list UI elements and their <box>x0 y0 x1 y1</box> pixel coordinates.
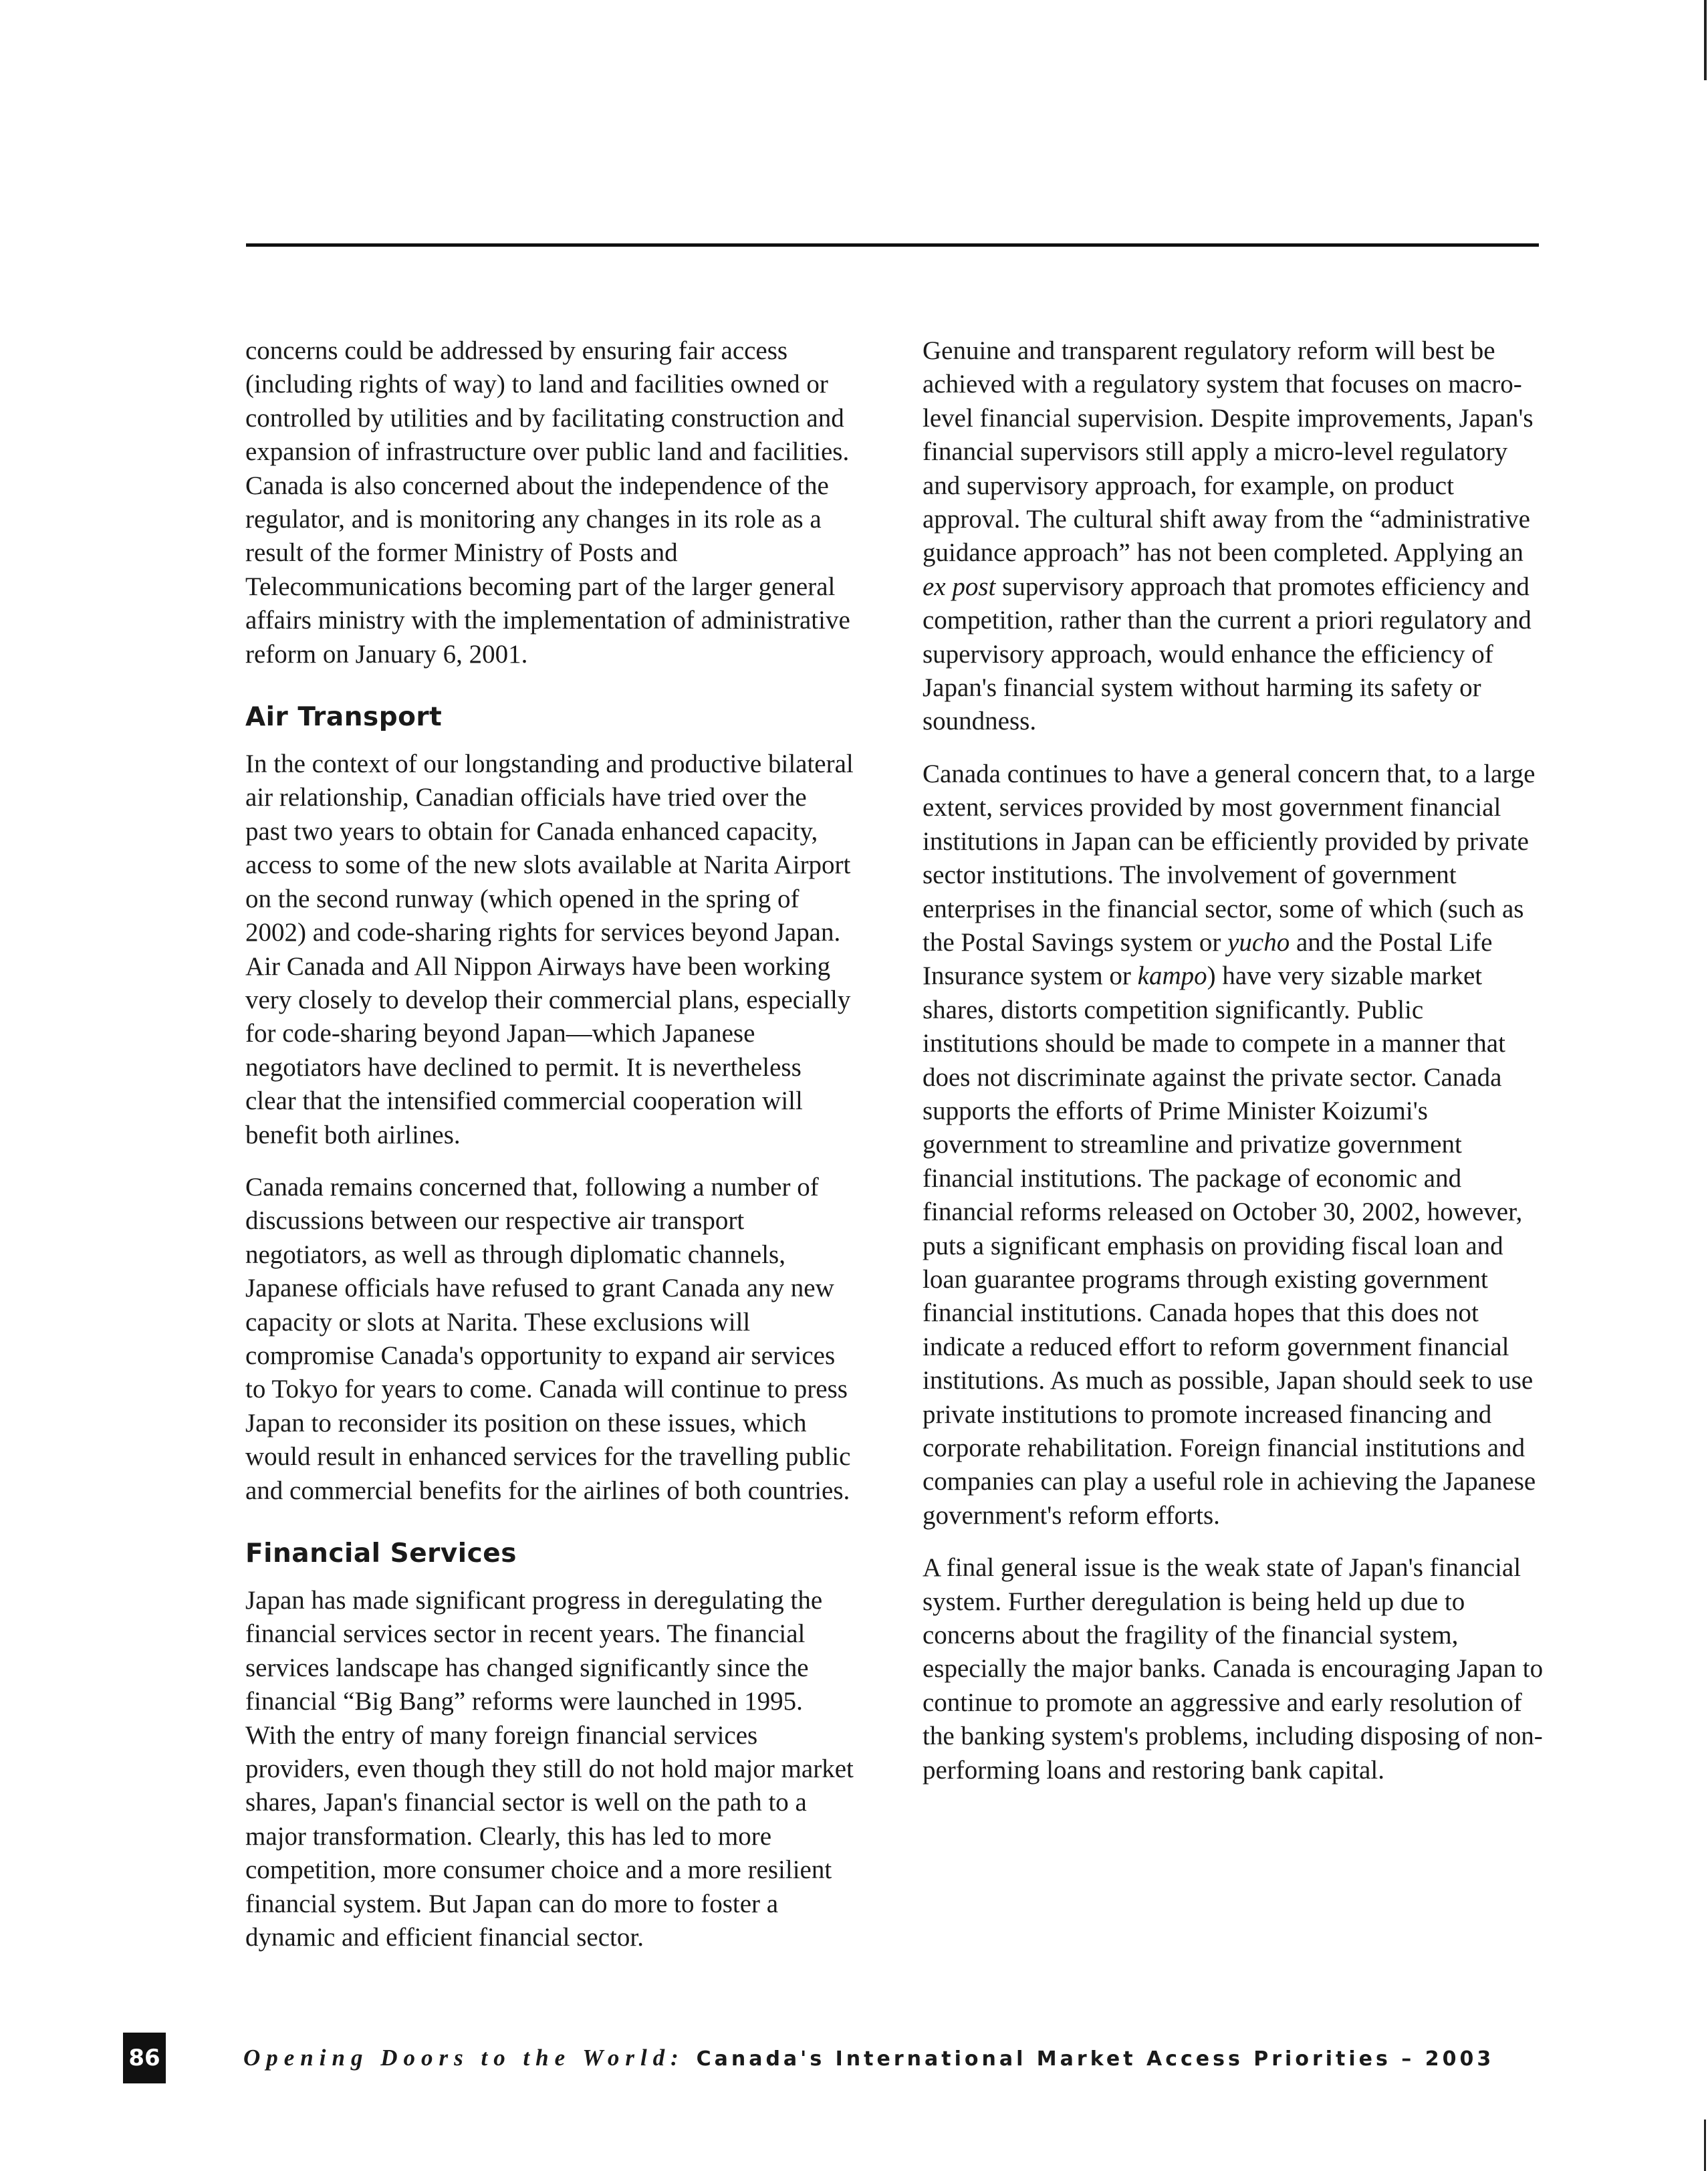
air-transport-paragraph-2: Canada remains concerned that, following a number of discussions between our respective air transport negotiators, as well as through diplomatic channels, Japanese officials have refused to grant Canada any new capacity or slots at Narita. These exclusions will compromise Canada's opportunity to expand air services to Tokyo for years to come. Canada will continue to press Japan to reconsider its position on these issues, which would result in enhanced services for the travelling public and commercial benefits for the airlines of both countries. <box>245 1172 851 1505</box>
page-number: 86 <box>123 2033 166 2083</box>
financial-services-paragraph-1: Japan has made significant progress in deregulating the financial services sector in recent years. The financial services landscape has changed significantly since the financial “Big Bang” reforms were launched in 1995. With the entry of many foreign financial services providers, even though they still do not hold major market shares, Japan's financial sector is well on the path to a major transformation. Clearly, this has led to more competition, more consumer choice and a more resilient financial system. But Japan can do more to foster a dynamic and efficient financial sector. <box>245 1586 854 1952</box>
financial-system-paragraph: A final general issue is the weak state of Japan's financial system. Further deregulation is being held up due to concerns about the fragility of the financial system, especially the major banks. Canada is encouraging Japan to continue to promote an aggressive and early resolution of the banking system's problems, including disposing of non-performing loans and restoring bank capital. <box>923 1553 1544 1785</box>
government-institutions-text-2: and the Postal Life Insurance system or <box>923 927 1493 991</box>
kampo-term: kampo <box>1137 961 1207 991</box>
financial-services-heading: Financial Services <box>245 1538 517 1569</box>
footer-title-rest: Canada's International Market Access Priorities – 2003 <box>696 2047 1495 2071</box>
air-transport-heading: Air Transport <box>245 702 443 733</box>
footer-title-italic: Opening Doors to the World: <box>243 2045 685 2071</box>
scan-edge-mark-bottom <box>1704 2120 1706 2171</box>
header-rule <box>246 243 1539 247</box>
ex-post-term: ex post <box>923 572 996 601</box>
regulatory-reform-text-2: supervisory approach that promotes efficiency and competition, rather than the current a priori regulatory and supervisory approach, would enhance the efficiency of Japan's financial system without harming its safety or soundness. <box>923 572 1532 736</box>
regulatory-reform-paragraph <box>923 334 1544 739</box>
page-footer <box>0 2033 1708 2086</box>
running-footer-title <box>243 2045 1494 2071</box>
left-column <box>245 334 855 1973</box>
yucho-term: yucho <box>1227 927 1290 957</box>
intro-paragraph: concerns could be addressed by ensuring fair access (including rights of way) to land and facilities owned or controlled by utilities and by facilitating construction and expansion of infrastructure over public land and facilities. Canada is also concerned about the independence of the regulator, and is monitoring any changes in its role as a result of the former Ministry of Posts and Telecommunications becoming part of the larger general affairs ministry with the implementation of administrative reform on January 6, 2001. <box>245 336 850 669</box>
air-transport-paragraph-1: In the context of our longstanding and productive bilateral air relationship, Canadian officials have tried over the past two years to obtain for Canada enhanced capacity, access to some of the new slots available at Narita Airport on the second runway (which opened in the spring of 2002) and code-sharing rights for services beyond Japan. Air Canada and All Nippon Airways have been working very closely to develop their commercial plans, especially for code-sharing beyond Japan—which Japanese negotiators have declined to permit. It is nevertheless clear that the intensified commercial cooperation will benefit both airlines. <box>245 750 854 1149</box>
scan-edge-mark-top <box>1704 0 1707 80</box>
government-institutions-text-3: ) have very sizable market shares, distorts competition significantly. Public institutions should be made to compete in a manner that does not discriminate against the private sector. Canada supports the efforts of Prime Minister Koizumi's government to streamline and privatize government financial institutions. The package of economic and financial reforms released on October 30, 2002, however, puts a significant emphasis on providing fiscal loan and loan guarantee programs through existing government financial institutions. Canada hopes that this does not indicate a reduced effort to reform government financial institutions. As much as possible, Japan should seek to use private institutions to promote increased financing and corporate rehabilitation. Foreign financial institutions and companies can play a useful role in achieving the Japanese government's reform efforts. <box>923 961 1536 1530</box>
government-institutions-paragraph <box>923 758 1544 1532</box>
right-column <box>923 334 1544 1806</box>
government-institutions-text-1: Canada continues to have a general concern that, to a large extent, services provided by most government financial institutions in Japan can be efficiently provided by private sector institutions. The involvement of government enterprises in the financial sector, some of which (such as the Postal Savings system or <box>923 759 1536 957</box>
regulatory-reform-text-1: Genuine and transparent regulatory reform will best be achieved with a regulatory system that focuses on macro-level financial supervision. Despite improvements, Japan's financial supervisors still apply a micro-level regulatory and supervisory approach, for example, on product approval. The cultural shift away from the “administrative guidance approach” has not been completed. Applying an <box>923 336 1534 568</box>
